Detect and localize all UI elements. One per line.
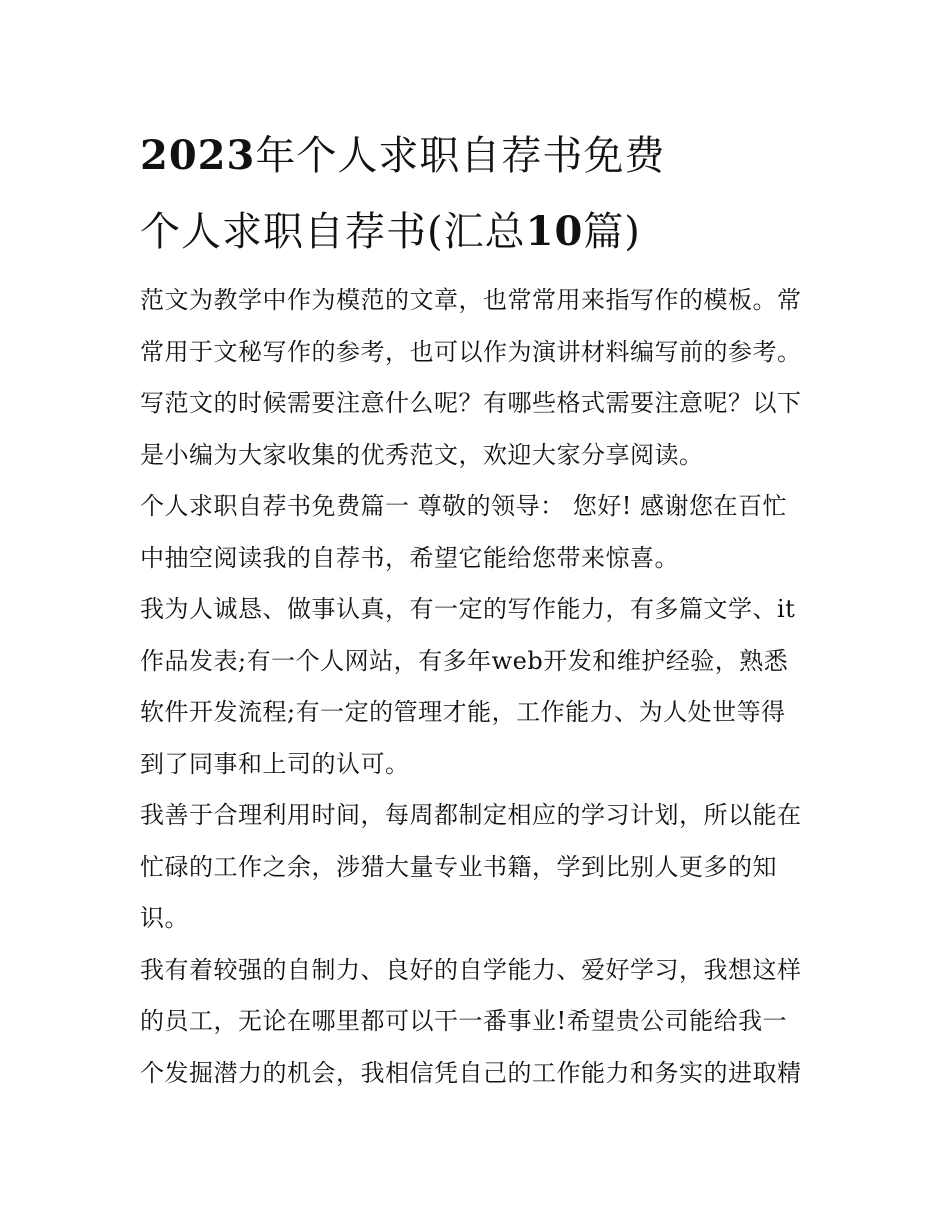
document-body (140, 275, 820, 1099)
body-line: 常用于文秘写作的参考，也可以作为演讲材料编写前的参考。 (140, 337, 802, 366)
body-line: 忙碌的工作之余，涉猎大量专业书籍，学到比别人更多的知 (140, 852, 777, 881)
body-line: 软件开发流程;有一定的管理才能，工作能力、为人处世等得 (140, 698, 786, 726)
body-line: 个发掘潜力的机会，我相信凭自己的工作能力和务实的进取精 (140, 1058, 802, 1087)
body-line: 我有着较强的自制力、良好的自学能力、爱好学习，我想这样 (140, 955, 802, 984)
body-line: 到了同事和上司的认可。 (140, 749, 410, 778)
title-line-2: 个人求职自荐书(汇总10篇) (140, 208, 641, 255)
body-line: 写范文的时候需要注意什么呢？有哪些格式需要注意呢？以下 (140, 389, 802, 417)
body-line: 个人求职自荐书免费篇一 尊敬的领导： 您好! 感谢您在百忙 (140, 492, 788, 520)
body-line: 作品发表;有一个人网站，有多年web开发和维护经验，熟悉 (140, 646, 789, 675)
body-line: 识。 (140, 904, 189, 932)
document-title (140, 118, 820, 270)
title-line-1: 2023年个人求职自荐书免费 (140, 132, 666, 179)
body-line: 中抽空阅读我的自荐书，希望它能给您带来惊喜。 (140, 543, 679, 572)
body-line: 我善于合理利用时间，每周都制定相应的学习计划，所以能在 (140, 801, 802, 829)
body-line: 是小编为大家收集的优秀范文，欢迎大家分享阅读。 (140, 440, 704, 469)
body-line: 我为人诚恳、做事认真，有一定的写作能力，有多篇文学、it (140, 595, 796, 623)
body-line: 的员工，无论在哪里都可以干一番事业!希望贵公司能给我一 (140, 1007, 788, 1035)
body-line: 范文为教学中作为模范的文章，也常常用来指写作的模板。常 (140, 286, 802, 314)
